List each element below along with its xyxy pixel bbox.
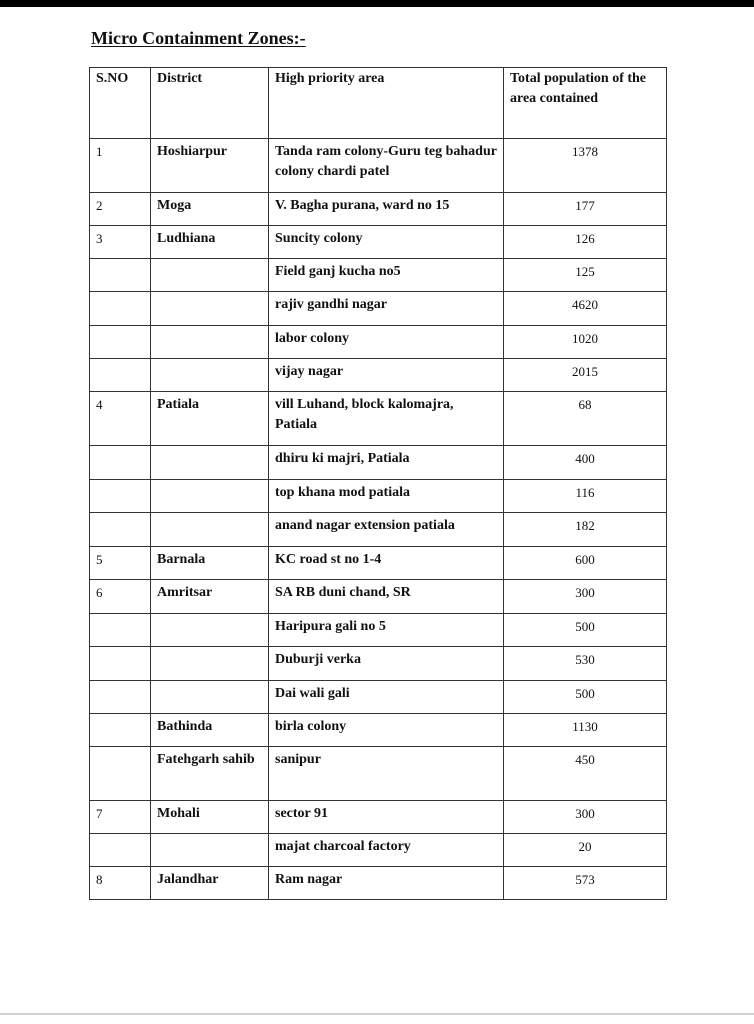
table-row — [90, 226, 667, 259]
cell-population: 177 — [504, 193, 667, 226]
table-row — [90, 867, 667, 900]
table-row — [90, 139, 667, 193]
cell-district — [151, 480, 269, 513]
table-body — [90, 139, 667, 900]
cell-population: 4620 — [504, 292, 667, 326]
cell-area: Duburji verka — [269, 647, 504, 681]
cell-sno: 2 — [90, 193, 151, 226]
cell-area: Suncity colony — [269, 226, 504, 259]
cell-sno: 7 — [90, 801, 151, 834]
cell-population: 450 — [504, 747, 667, 801]
cell-population: 116 — [504, 480, 667, 513]
cell-population: 125 — [504, 259, 667, 292]
cell-sno: 4 — [90, 392, 151, 446]
cell-sno — [90, 714, 151, 747]
table-row — [90, 801, 667, 834]
table-row — [90, 292, 667, 326]
cell-sno — [90, 834, 151, 867]
cell-area: dhiru ki majri, Patiala — [269, 446, 504, 480]
cell-sno — [90, 326, 151, 359]
cell-sno — [90, 647, 151, 681]
cell-district — [151, 446, 269, 480]
cell-area: birla colony — [269, 714, 504, 747]
cell-area: Field ganj kucha no5 — [269, 259, 504, 292]
cell-sno — [90, 513, 151, 547]
table-row — [90, 480, 667, 513]
cell-sno — [90, 259, 151, 292]
cell-area: Dai wali gali — [269, 681, 504, 714]
cell-sno — [90, 359, 151, 392]
cell-population: 1130 — [504, 714, 667, 747]
cell-sno: 3 — [90, 226, 151, 259]
top-border-bar — [0, 0, 754, 7]
cell-area: sector 91 — [269, 801, 504, 834]
cell-sno: 8 — [90, 867, 151, 900]
header-area: High priority area — [269, 68, 504, 139]
cell-population: 573 — [504, 867, 667, 900]
table-row — [90, 547, 667, 580]
cell-area: V. Bagha purana, ward no 15 — [269, 193, 504, 226]
cell-sno — [90, 446, 151, 480]
cell-sno: 1 — [90, 139, 151, 193]
header-district: District — [151, 68, 269, 139]
cell-district — [151, 326, 269, 359]
table-row — [90, 193, 667, 226]
cell-population: 20 — [504, 834, 667, 867]
cell-sno — [90, 480, 151, 513]
cell-area: vijay nagar — [269, 359, 504, 392]
table-row — [90, 259, 667, 292]
cell-area: majat charcoal factory — [269, 834, 504, 867]
containment-zones-table — [89, 67, 667, 900]
cell-population: 500 — [504, 614, 667, 647]
cell-district — [151, 259, 269, 292]
cell-district: Ludhiana — [151, 226, 269, 259]
cell-district: Hoshiarpur — [151, 139, 269, 193]
cell-area: vill Luhand, block kalomajra, Patiala — [269, 392, 504, 446]
header-sno: S.NO — [90, 68, 151, 139]
cell-population: 1020 — [504, 326, 667, 359]
cell-district — [151, 681, 269, 714]
cell-population: 182 — [504, 513, 667, 547]
cell-district: Bathinda — [151, 714, 269, 747]
table-row — [90, 446, 667, 480]
cell-sno — [90, 681, 151, 714]
cell-district — [151, 359, 269, 392]
table-row — [90, 681, 667, 714]
table-row — [90, 834, 667, 867]
table-row — [90, 513, 667, 547]
cell-population: 400 — [504, 446, 667, 480]
cell-district: Jalandhar — [151, 867, 269, 900]
cell-area: anand nagar extension patiala — [269, 513, 504, 547]
cell-population: 600 — [504, 547, 667, 580]
cell-district — [151, 647, 269, 681]
cell-area: Haripura gali no 5 — [269, 614, 504, 647]
cell-area: labor colony — [269, 326, 504, 359]
table-row — [90, 326, 667, 359]
table-row — [90, 580, 667, 614]
cell-population: 68 — [504, 392, 667, 446]
table-row — [90, 647, 667, 681]
cell-district: Moga — [151, 193, 269, 226]
cell-area: SA RB duni chand, SR — [269, 580, 504, 614]
cell-district: Fatehgarh sahib — [151, 747, 269, 801]
page-title: Micro Containment Zones:- — [91, 28, 306, 48]
cell-population: 300 — [504, 801, 667, 834]
cell-population: 1378 — [504, 139, 667, 193]
cell-population: 500 — [504, 681, 667, 714]
cell-sno: 6 — [90, 580, 151, 614]
cell-area: Tanda ram colony-Guru teg bahadur colony chardi patel — [269, 139, 504, 193]
table-row — [90, 714, 667, 747]
cell-population: 2015 — [504, 359, 667, 392]
cell-area: KC road st no 1-4 — [269, 547, 504, 580]
cell-district — [151, 834, 269, 867]
cell-area: top khana mod patiala — [269, 480, 504, 513]
cell-area: sanipur — [269, 747, 504, 801]
cell-area: Ram nagar — [269, 867, 504, 900]
cell-population: 530 — [504, 647, 667, 681]
cell-district: Barnala — [151, 547, 269, 580]
cell-district: Mohali — [151, 801, 269, 834]
cell-sno: 5 — [90, 547, 151, 580]
cell-district — [151, 513, 269, 547]
table-row — [90, 614, 667, 647]
cell-population: 126 — [504, 226, 667, 259]
cell-sno — [90, 614, 151, 647]
cell-population: 300 — [504, 580, 667, 614]
cell-sno — [90, 292, 151, 326]
cell-sno — [90, 747, 151, 801]
cell-district: Amritsar — [151, 580, 269, 614]
bottom-divider — [0, 1013, 754, 1015]
cell-district — [151, 614, 269, 647]
table-row — [90, 747, 667, 801]
cell-district — [151, 292, 269, 326]
cell-area: rajiv gandhi nagar — [269, 292, 504, 326]
table-row — [90, 359, 667, 392]
table-row — [90, 392, 667, 446]
header-population: Total population of the area contained — [504, 68, 667, 139]
table-header-row — [90, 68, 667, 139]
cell-district: Patiala — [151, 392, 269, 446]
